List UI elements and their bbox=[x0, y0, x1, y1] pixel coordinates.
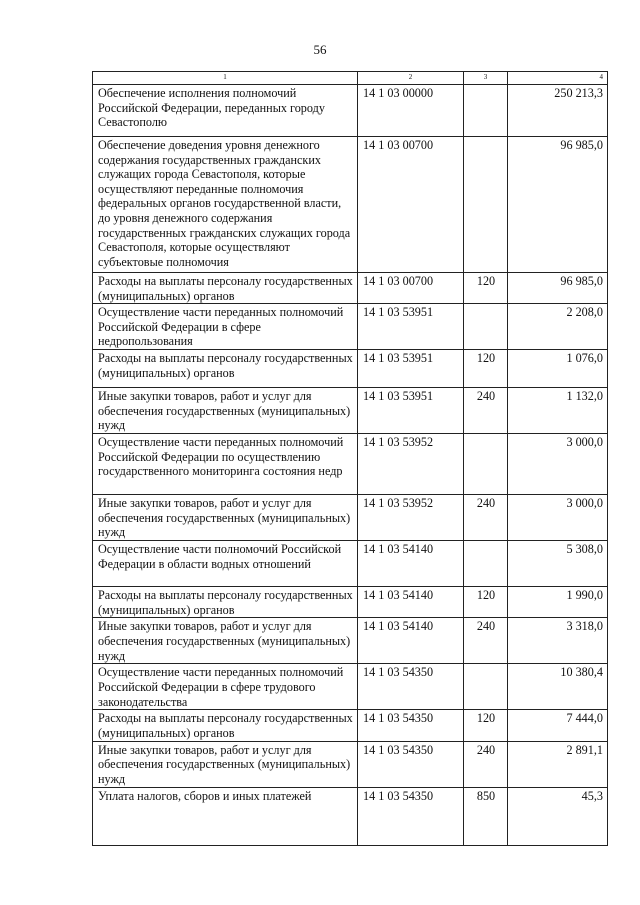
table-row bbox=[93, 273, 608, 304]
table-row bbox=[93, 350, 608, 388]
row-name: Осуществление части переданных полномочий Российской Федерации по осуществлению государственного мониторинга состояния недр bbox=[93, 434, 358, 495]
table-row bbox=[93, 85, 608, 137]
table-row bbox=[93, 787, 608, 845]
row-type bbox=[464, 304, 508, 350]
row-code: 14 1 03 54350 bbox=[358, 787, 464, 845]
row-code: 14 1 03 54140 bbox=[358, 587, 464, 618]
header-col-3: 3 bbox=[464, 72, 508, 85]
row-type bbox=[464, 137, 508, 273]
row-code: 14 1 03 54350 bbox=[358, 664, 464, 710]
table-row bbox=[93, 434, 608, 495]
row-name: Обеспечение доведения уровня денежного содержания государственных гражданских служащих города Севастополя, которые осуществляют переданные полномочия федеральных органов государственной власти, до уровня денежного содержания государственных гражданских служащих города Севастополя, которые осуществляют субъектовые полномочия bbox=[93, 137, 358, 273]
row-amount: 2 891,1 bbox=[508, 741, 608, 787]
table-row bbox=[93, 541, 608, 587]
page-number: 56 bbox=[313, 42, 327, 57]
row-amount: 1 132,0 bbox=[508, 388, 608, 434]
row-type bbox=[464, 541, 508, 587]
row-type bbox=[464, 434, 508, 495]
row-amount: 2 208,0 bbox=[508, 304, 608, 350]
row-name: Обеспечение исполнения полномочий Российской Федерации, переданных городу Севастополю bbox=[93, 85, 358, 137]
table-row bbox=[93, 741, 608, 787]
row-type: 240 bbox=[464, 495, 508, 541]
budget-table bbox=[92, 71, 608, 846]
header-col-1: 1 bbox=[93, 72, 358, 85]
table-row bbox=[93, 388, 608, 434]
row-type: 120 bbox=[464, 350, 508, 388]
row-name: Осуществление части переданных полномочий Российской Федерации в сфере недропользования bbox=[93, 304, 358, 350]
row-code: 14 1 03 53951 bbox=[358, 304, 464, 350]
header-col-4: 4 bbox=[508, 72, 608, 85]
row-amount: 10 380,4 bbox=[508, 664, 608, 710]
header-col-2: 2 bbox=[358, 72, 464, 85]
row-amount: 5 308,0 bbox=[508, 541, 608, 587]
row-type: 120 bbox=[464, 587, 508, 618]
row-code: 14 1 03 54140 bbox=[358, 541, 464, 587]
row-code: 14 1 03 00700 bbox=[358, 137, 464, 273]
row-code: 14 1 03 53952 bbox=[358, 434, 464, 495]
row-name: Осуществление части полномочий Российской Федерации в области водных отношений bbox=[93, 541, 358, 587]
row-type: 240 bbox=[464, 741, 508, 787]
row-amount: 96 985,0 bbox=[508, 273, 608, 304]
row-name: Расходы на выплаты персоналу государственных (муниципальных) органов bbox=[93, 587, 358, 618]
row-amount: 1 990,0 bbox=[508, 587, 608, 618]
table-row bbox=[93, 710, 608, 741]
row-type: 850 bbox=[464, 787, 508, 845]
row-type: 120 bbox=[464, 710, 508, 741]
row-name: Расходы на выплаты персоналу государственных (муниципальных) органов bbox=[93, 273, 358, 304]
table-row bbox=[93, 495, 608, 541]
table-row bbox=[93, 137, 608, 273]
row-code: 14 1 03 00000 bbox=[358, 85, 464, 137]
row-amount: 96 985,0 bbox=[508, 137, 608, 273]
row-code: 14 1 03 53952 bbox=[358, 495, 464, 541]
row-name: Иные закупки товаров, работ и услуг для обеспечения государственных (муниципальных) нужд bbox=[93, 495, 358, 541]
row-name: Иные закупки товаров, работ и услуг для обеспечения государственных (муниципальных) нужд bbox=[93, 618, 358, 664]
row-code: 14 1 03 54350 bbox=[358, 710, 464, 741]
row-code: 14 1 03 53951 bbox=[358, 350, 464, 388]
table-row bbox=[93, 587, 608, 618]
row-name: Расходы на выплаты персоналу государственных (муниципальных) органов bbox=[93, 350, 358, 388]
row-code: 14 1 03 54350 bbox=[358, 741, 464, 787]
row-name: Иные закупки товаров, работ и услуг для обеспечения государственных (муниципальных) нужд bbox=[93, 741, 358, 787]
table-row bbox=[93, 304, 608, 350]
row-name: Осуществление части переданных полномочий Российской Федерации в сфере трудового законодательства bbox=[93, 664, 358, 710]
row-type: 120 bbox=[464, 273, 508, 304]
row-type bbox=[464, 664, 508, 710]
row-type: 240 bbox=[464, 388, 508, 434]
row-amount: 3 000,0 bbox=[508, 495, 608, 541]
row-code: 14 1 03 53951 bbox=[358, 388, 464, 434]
row-amount: 7 444,0 bbox=[508, 710, 608, 741]
row-name: Иные закупки товаров, работ и услуг для обеспечения государственных (муниципальных) нужд bbox=[93, 388, 358, 434]
row-type: 240 bbox=[464, 618, 508, 664]
row-amount: 45,3 bbox=[508, 787, 608, 845]
row-code: 14 1 03 54140 bbox=[358, 618, 464, 664]
row-amount: 3 000,0 bbox=[508, 434, 608, 495]
row-type bbox=[464, 85, 508, 137]
row-name: Уплата налогов, сборов и иных платежей bbox=[93, 787, 358, 845]
row-amount: 3 318,0 bbox=[508, 618, 608, 664]
row-name: Расходы на выплаты персоналу государственных (муниципальных) органов bbox=[93, 710, 358, 741]
table-row bbox=[93, 618, 608, 664]
row-code: 14 1 03 00700 bbox=[358, 273, 464, 304]
table-header-row bbox=[93, 72, 608, 85]
row-amount: 250 213,3 bbox=[508, 85, 608, 137]
table-row bbox=[93, 664, 608, 710]
row-amount: 1 076,0 bbox=[508, 350, 608, 388]
